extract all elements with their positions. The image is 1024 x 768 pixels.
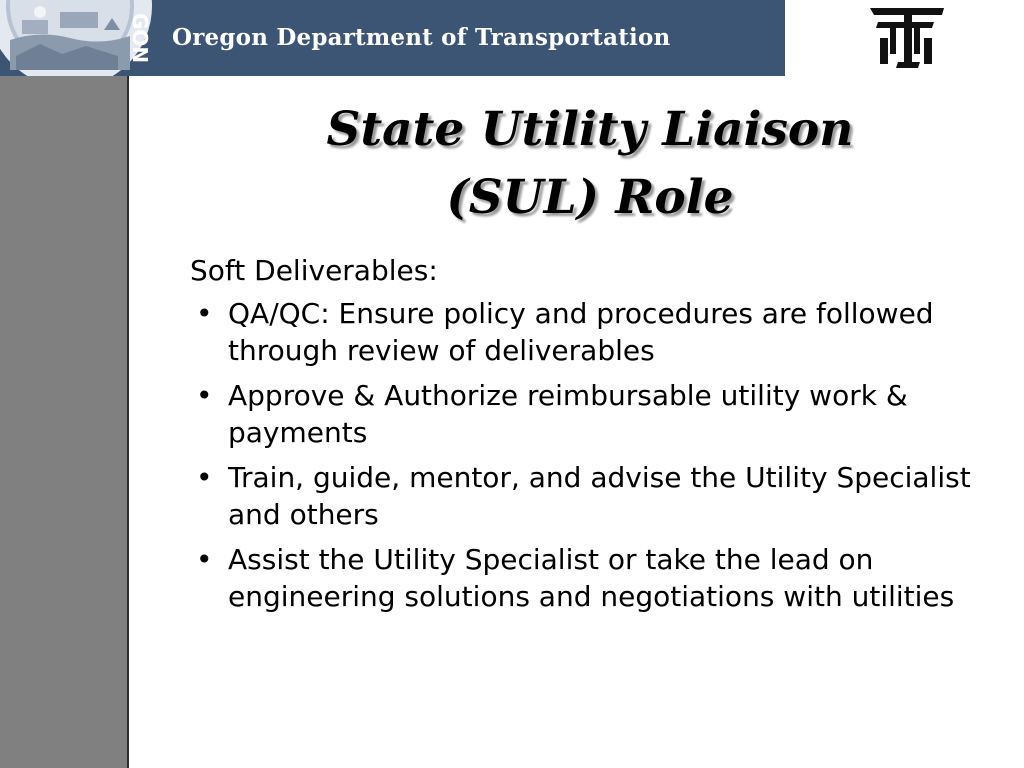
slide-body (190, 252, 990, 623)
bullet-item (190, 377, 990, 451)
odot-logo-icon (866, 4, 946, 70)
intro-text: Soft Deliverables: (190, 254, 438, 287)
bullet-icon: • (196, 379, 213, 412)
bullet-text: Train, guide, mentor, and advise the Utility Specialist and others (228, 461, 971, 531)
oregon-seal-icon (0, 0, 158, 76)
bullet-text: Approve & Authorize reimbursable utility work & payments (228, 379, 908, 449)
bullet-item (190, 295, 990, 369)
title-line-1: State Utility Liaison (326, 102, 854, 157)
bullet-icon: • (196, 543, 213, 576)
header-banner (0, 0, 785, 76)
seal-text: GON (128, 12, 152, 64)
bullet-list (190, 295, 990, 615)
bullet-icon: • (196, 297, 213, 330)
sidebar-panel (0, 76, 129, 768)
bullet-text: QA/QC: Ensure policy and procedures are followed through review of deliverables (228, 297, 934, 367)
bullet-text: Assist the Utility Specialist or take the lead on engineering solutions and negotiations with utilities (228, 543, 955, 613)
title-line-2: (SUL) Role (446, 170, 734, 225)
bullet-item (190, 541, 990, 615)
agency-name: Oregon Department of Transportation (172, 24, 671, 51)
bullet-item (190, 459, 990, 533)
slide-title (240, 96, 940, 232)
bullet-icon: • (196, 461, 213, 494)
